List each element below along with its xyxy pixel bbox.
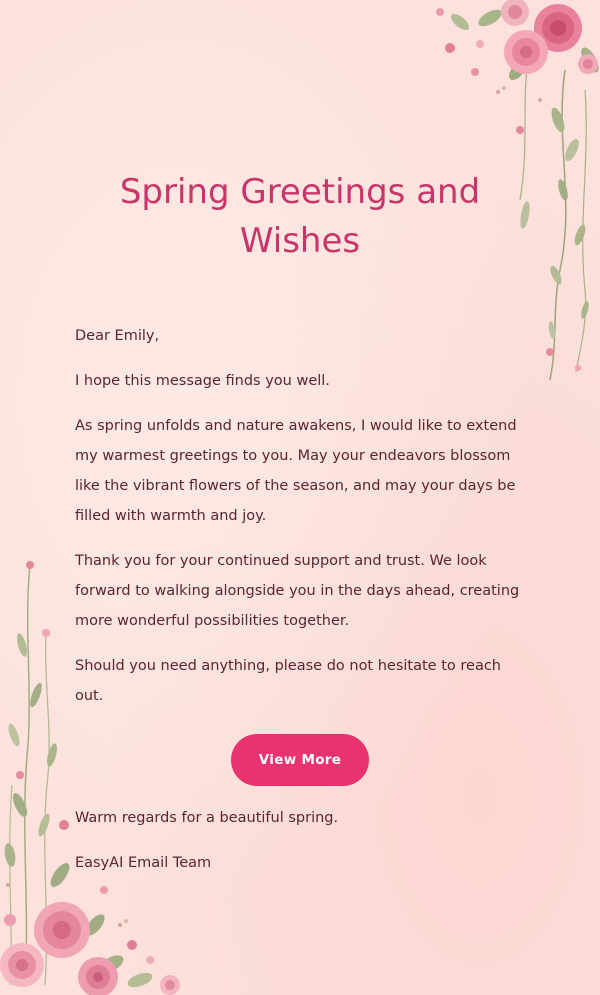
email-body [75,321,525,893]
view-more-button[interactable]: View More [231,734,369,786]
greeting: Dear Emily, [75,328,160,344]
closing: Warm regards for a beautiful spring. [75,810,339,826]
paragraph: Should you need anything, please do not hesitate to reach out. [75,658,501,704]
signature: EasyAI Email Team [75,855,212,871]
paragraph: I hope this message finds you well. [75,373,330,389]
email-title: Spring Greetings and Wishes [119,172,481,261]
cta-container [75,734,525,786]
paragraph: As spring unfolds and nature awakens, I would like to extend my warmest greetings to you. May your endeavors blossom like the vibrant flowers of the season, and may your days be filled with warmth and joy. [75,418,517,524]
paragraph: Thank you for your continued support and trust. We look forward to walking alongside you in the days ahead, creating more wonderful possibilities together. [75,553,520,629]
